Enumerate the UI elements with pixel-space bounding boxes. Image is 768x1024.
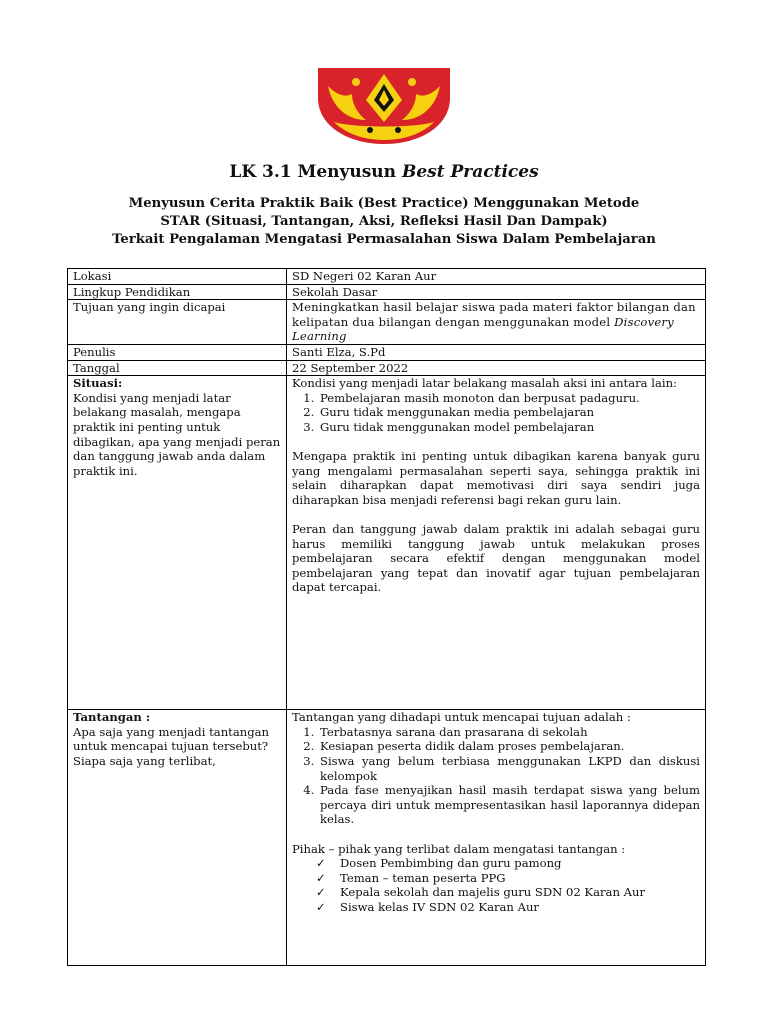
tantangan-list <box>292 725 700 827</box>
subtitle-line-1: Menyusun Cerita Praktik Baik (Best Practice) Menggunakan Metode <box>128 196 640 211</box>
table-row <box>68 300 706 345</box>
table-row <box>68 269 706 285</box>
list-item: 1. Pembelajaran masih monoton dan berpusat padaguru. <box>318 391 700 406</box>
pihak-intro: Pihak – pihak yang terlibat dalam mengatasi tantangan : <box>292 841 626 856</box>
tantangan-intro: Tantangan yang dihadapi untuk mencapai tujuan adalah : <box>292 710 631 725</box>
subtitle-line-2: STAR (Situasi, Tantangan, Aksi, Refleksi Hasil Dan Dampak) <box>160 214 608 229</box>
tantangan-answer-cell <box>287 710 706 966</box>
row-label-penulis: Penulis <box>68 344 287 360</box>
list-item: ✓ Teman – teman peserta PPG <box>316 870 506 885</box>
tantangan-prompt: Apa saja yang menjadi tantangan untuk mencapai tujuan tersebut? Siapa saja yang terlibat, <box>73 724 270 768</box>
table-row <box>68 284 706 300</box>
list-item: 2. Guru tidak menggunakan media pembelajaran <box>318 405 700 420</box>
row-value-tujuan: Meningkatkan hasil belajar siswa pada materi faktor bilangan dan kelipatan dua bilangan dengan menggunakan model Discovery Learning <box>287 300 706 345</box>
table-row <box>68 710 706 966</box>
checkmark-icon: ✓ <box>316 885 326 900</box>
checkmark-icon: ✓ <box>316 870 326 885</box>
list-item: ✓ Kepala sekolah dan majelis guru SDN 02 Karan Aur <box>316 885 645 900</box>
table-row <box>68 376 706 710</box>
tantangan-prompt-cell <box>68 710 287 966</box>
checkmark-icon: ✓ <box>316 856 326 871</box>
list-item: 3. Siswa yang belum terbiasa menggunakan LKPD dan diskusi kelompok <box>318 754 700 783</box>
row-label-tujuan: Tujuan yang ingin dicapai <box>68 300 287 345</box>
row-value-tanggal: 22 September 2022 <box>287 360 706 376</box>
subtitle-line-3: Terkait Pengalaman Mengatasi Permasalahan Siswa Dalam Pembelajaran <box>112 232 656 247</box>
list-item: 4. Pada fase menyajikan hasil masih terdapat siswa yang belum percaya diri untuk mempresentasikan hasil laporannya didepan kelas. <box>318 783 700 827</box>
tantangan-label: Tantangan : <box>73 710 151 725</box>
row-value-lokasi: SD Negeri 02 Karan Aur <box>287 269 706 285</box>
document-title: LK 3.1 Menyusun Best Practices <box>229 162 539 182</box>
row-label-lingkup: Lingkup Pendidikan <box>68 284 287 300</box>
list-item: 1. Terbatasnya sarana dan prasarana di sekolah <box>318 725 700 740</box>
situasi-paragraph-2: Peran dan tanggung jawab dalam praktik ini adalah sebagai guru harus memiliki tanggung jawab untuk melakukan proses pembelajaran secara efektif dengan menggunakan model pembelajaran yang tepat dan inovatif agar tujuan pembelajaran dapat tercapai. <box>292 522 700 595</box>
checkmark-icon: ✓ <box>316 899 326 914</box>
situasi-prompt-cell <box>68 376 287 710</box>
row-value-lingkup: Sekolah Dasar <box>287 284 706 300</box>
best-practice-table <box>67 268 706 966</box>
university-emblem-icon <box>316 64 452 146</box>
list-item: ✓ Dosen Pembimbing dan guru pamong <box>316 856 562 871</box>
situasi-list <box>292 391 700 435</box>
situasi-answer-cell <box>287 376 706 710</box>
list-item: ✓ Siswa kelas IV SDN 02 Karan Aur <box>316 899 539 914</box>
table-row <box>68 360 706 376</box>
row-value-penulis: Santi Elza, S.Pd <box>287 344 706 360</box>
list-item: 2. Kesiapan peserta didik dalam proses pembelajaran. <box>318 739 700 754</box>
list-item: 3. Guru tidak menggunakan model pembelajaran <box>318 420 700 435</box>
situasi-prompt: Kondisi yang menjadi latar belakang masalah, mengapa praktik ini penting untuk dibagikan, apa yang menjadi peran dan tanggung jawab anda dalam praktik ini. <box>73 390 281 478</box>
table-row <box>68 344 706 360</box>
situasi-paragraph-1: Mengapa praktik ini penting untuk dibagikan karena banyak guru yang mengalami permasalahan seperti saya, sehingga praktik ini selain diharapkan dapat memotivasi diri saya sendiri juga diharapkan bisa menjadi referensi bagi rekan guru lain. <box>292 449 700 507</box>
row-label-tanggal: Tanggal <box>68 360 287 376</box>
situasi-label: Situasi: <box>73 376 123 391</box>
situasi-intro: Kondisi yang menjadi latar belakang masalah aksi ini antara lain: <box>292 376 677 391</box>
pihak-list <box>292 856 700 914</box>
row-label-lokasi: Lokasi <box>68 269 287 285</box>
